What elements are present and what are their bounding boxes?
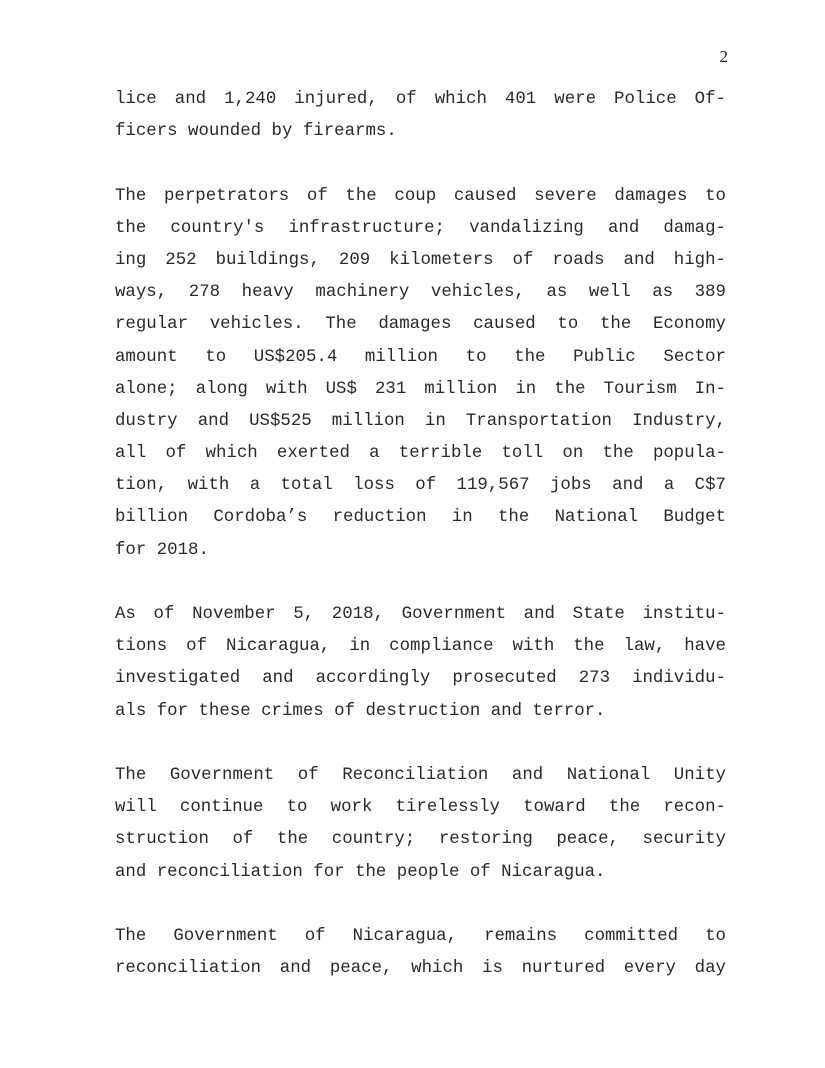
text-line: The Government of Nicaragua, remains committed to [115,926,726,946]
text-line: ways, 278 heavy machinery vehicles, as well as 389 [115,283,726,303]
text-line: struction of the country; restoring peace, security [115,830,726,850]
text-line: tion, with a total loss of 119,567 jobs and a C$7 [115,476,726,496]
page-number: 2 [719,47,728,66]
text-line: als for these crimes of destruction and terror. [115,701,606,721]
text-line: lice and 1,240 injured, of which 401 were Police Of- [115,90,726,109]
text-line: The perpetrators of the coup caused severe damages to [115,186,726,206]
text-line: dustry and US$525 million in Transportation Industry, [115,411,726,431]
text-line: alone; along with US$ 231 million in the Tourism In- [115,379,726,399]
text-line: ing 252 buildings, 209 kilometers of roads and high- [115,250,726,270]
text-line: tions of Nicaragua, in compliance with the law, have [115,637,726,657]
text-line: regular vehicles. The damages caused to the Economy [115,315,726,335]
paragraph-gap [115,889,726,921]
text-line: will continue to work tirelessly toward the recon- [115,798,726,818]
text-line: and reconciliation for the people of Nicaragua. [115,862,606,882]
document-body [115,84,726,985]
text-line: amount to US$205.4 million to the Public Sector [115,347,726,367]
text-line: the country's infrastructure; vandalizing and damag- [115,218,726,238]
text-line: investigated and accordingly prosecuted 273 individu- [115,669,726,689]
paragraph-gap [115,148,726,180]
paragraph-gap [115,728,726,760]
text-line: for 2018. [115,540,209,560]
text-line: all of which exerted a terrible toll on the popula- [115,444,726,464]
text-line: As of November 5, 2018, Government and State institu- [115,605,726,624]
text-line: The Government of Reconciliation and National Unity [115,765,726,785]
text-line: billion Cordoba’s reduction in the National Budget [115,508,726,528]
text-line: reconciliation and peace, which is nurtured every day [115,959,726,979]
paragraph-gap [115,567,726,599]
text-line: ficers wounded by firearms. [115,122,397,142]
